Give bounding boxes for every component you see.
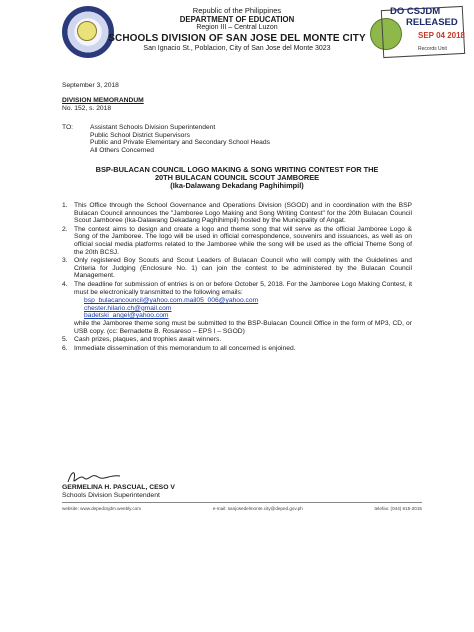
memo-number: No. 152, s. 2018 (62, 105, 112, 112)
item-number: 3. (62, 257, 68, 265)
list-item (62, 345, 412, 353)
recipient: All Others Concerned (90, 146, 154, 154)
list-item (62, 281, 412, 296)
header-republic: Republic of the Philippines (192, 6, 282, 15)
stamp-status: RELEASED (406, 17, 458, 28)
footer-email: e-mail: sanjosedelmonte.city@deped.gov.ph (212, 506, 303, 511)
email-link[interactable]: badetski_angel@yahoo.com (84, 312, 169, 320)
item-text: Immediate dissemination of this memorandum to all concerned is enjoined. (74, 344, 296, 352)
signatory-name: GERMELINA H. PASCUAL, CESO V (62, 484, 175, 491)
item-number: 2. (62, 225, 68, 233)
recipient: Public and Private Elementary and Secondary School Heads (90, 139, 270, 147)
item-text: Only registered Boy Scouts and Scout Leaders of Bulacan Council who will comply with the Guidelines and Criteria for Judging (Enclosure No. 1) can join the contest to be administered by the Bulacan Council Management. (74, 257, 412, 280)
item-number: 4. (62, 280, 68, 288)
memo-heading: DIVISION MEMORANDUM (62, 97, 144, 104)
memo-title-line3: (Ika-Dalawang Dekadang Paghihimpil) (170, 181, 304, 190)
item-number: 5. (62, 336, 68, 344)
footer-telefax: telefax: (044) 815-2015 (374, 506, 422, 511)
item-number: 1. (62, 202, 68, 209)
page-footer (62, 506, 422, 511)
header-address: San Ignacio St., Poblacion, City of San Jose del Monte 3023 (143, 45, 331, 52)
list-item (62, 257, 412, 280)
stamp-unit: Records Unit (418, 46, 447, 52)
header-region: Region III – Central Luzon (196, 24, 278, 31)
recipient: Assistant Schools Division Superintendent (90, 124, 216, 131)
memo-title-line1: BSP-BULACAN COUNCIL LOGO MAKING & SONG WRITING CONTEST FOR THE (95, 165, 379, 174)
email-list (62, 297, 412, 320)
list-item (62, 226, 412, 256)
stamp-date: SEP 04 2018 (418, 31, 466, 40)
recipient: Public School District Supervisors (90, 131, 190, 139)
email-link[interactable]: bsp_bulacancouncil@yahoo.com.mail05_006@yahoo.com (84, 297, 259, 305)
item-text: The contest aims to design and create a logo and theme song that will serve as the official Jamboree Logo & Song of the Jamboree. The logo will be used in official correspondence, souvenirs and issuances, as well as on official social media platforms related to the Jamboree while the song will be used as the official Theme Song of the 20th BCSJ. (74, 225, 412, 256)
to-label: TO: (62, 124, 74, 131)
memo-items (62, 202, 412, 353)
item-text: The deadline for submission of entries is on or before October 5, 2018. For the Jamboree Logo Making Contest, it must be electronically transmitted to the following emails: (74, 280, 412, 296)
recipient-list (90, 124, 270, 154)
item-text: Cash prizes, plaques, and trophies await winners. (74, 336, 222, 344)
header-department: DEPARTMENT OF EDUCATION (179, 15, 295, 24)
header-division: SCHOOLS DIVISION OF SAN JOSE DEL MONTE CITY (108, 33, 366, 44)
footer-divider (62, 502, 422, 503)
signatory-title: Schools Division Superintendent (62, 492, 160, 499)
list-item (62, 336, 412, 344)
memo-title-line2: 20TH BULACAN COUNCIL SCOUT JAMBOREE (154, 173, 320, 182)
item4-continuation (62, 320, 412, 335)
stamp-office: DO CSJDM (390, 6, 441, 17)
item-text: while the Jamboree theme song must be submitted to the BSP-Bulacan Council Office in the form of MP3, CD, or USB copy. (cc: Bernadette B. Rosareso – EPS I – SGOD) (74, 319, 412, 335)
item-number: 6. (62, 344, 68, 352)
list-item (62, 202, 412, 225)
footer-website: website: www.depedcsjdm.weebly.com (62, 506, 142, 511)
records-stamp (370, 4, 468, 60)
item-text: This Office through the School Governance and Operations Division (SGOD) and in coordination with the BSP Bulacan Council announces the "Jamboree Logo Making and Song Writing Contest" for the 20th Bulacan Council Scout Jamboree (Ika-Dalawang Dekadang Paghihimpil) hosted by the Municipality of Angat. (74, 202, 412, 225)
memo-date: September 3, 2018 (62, 82, 119, 89)
email-link[interactable]: chester.hilario.ch@gmail.com (84, 304, 172, 312)
